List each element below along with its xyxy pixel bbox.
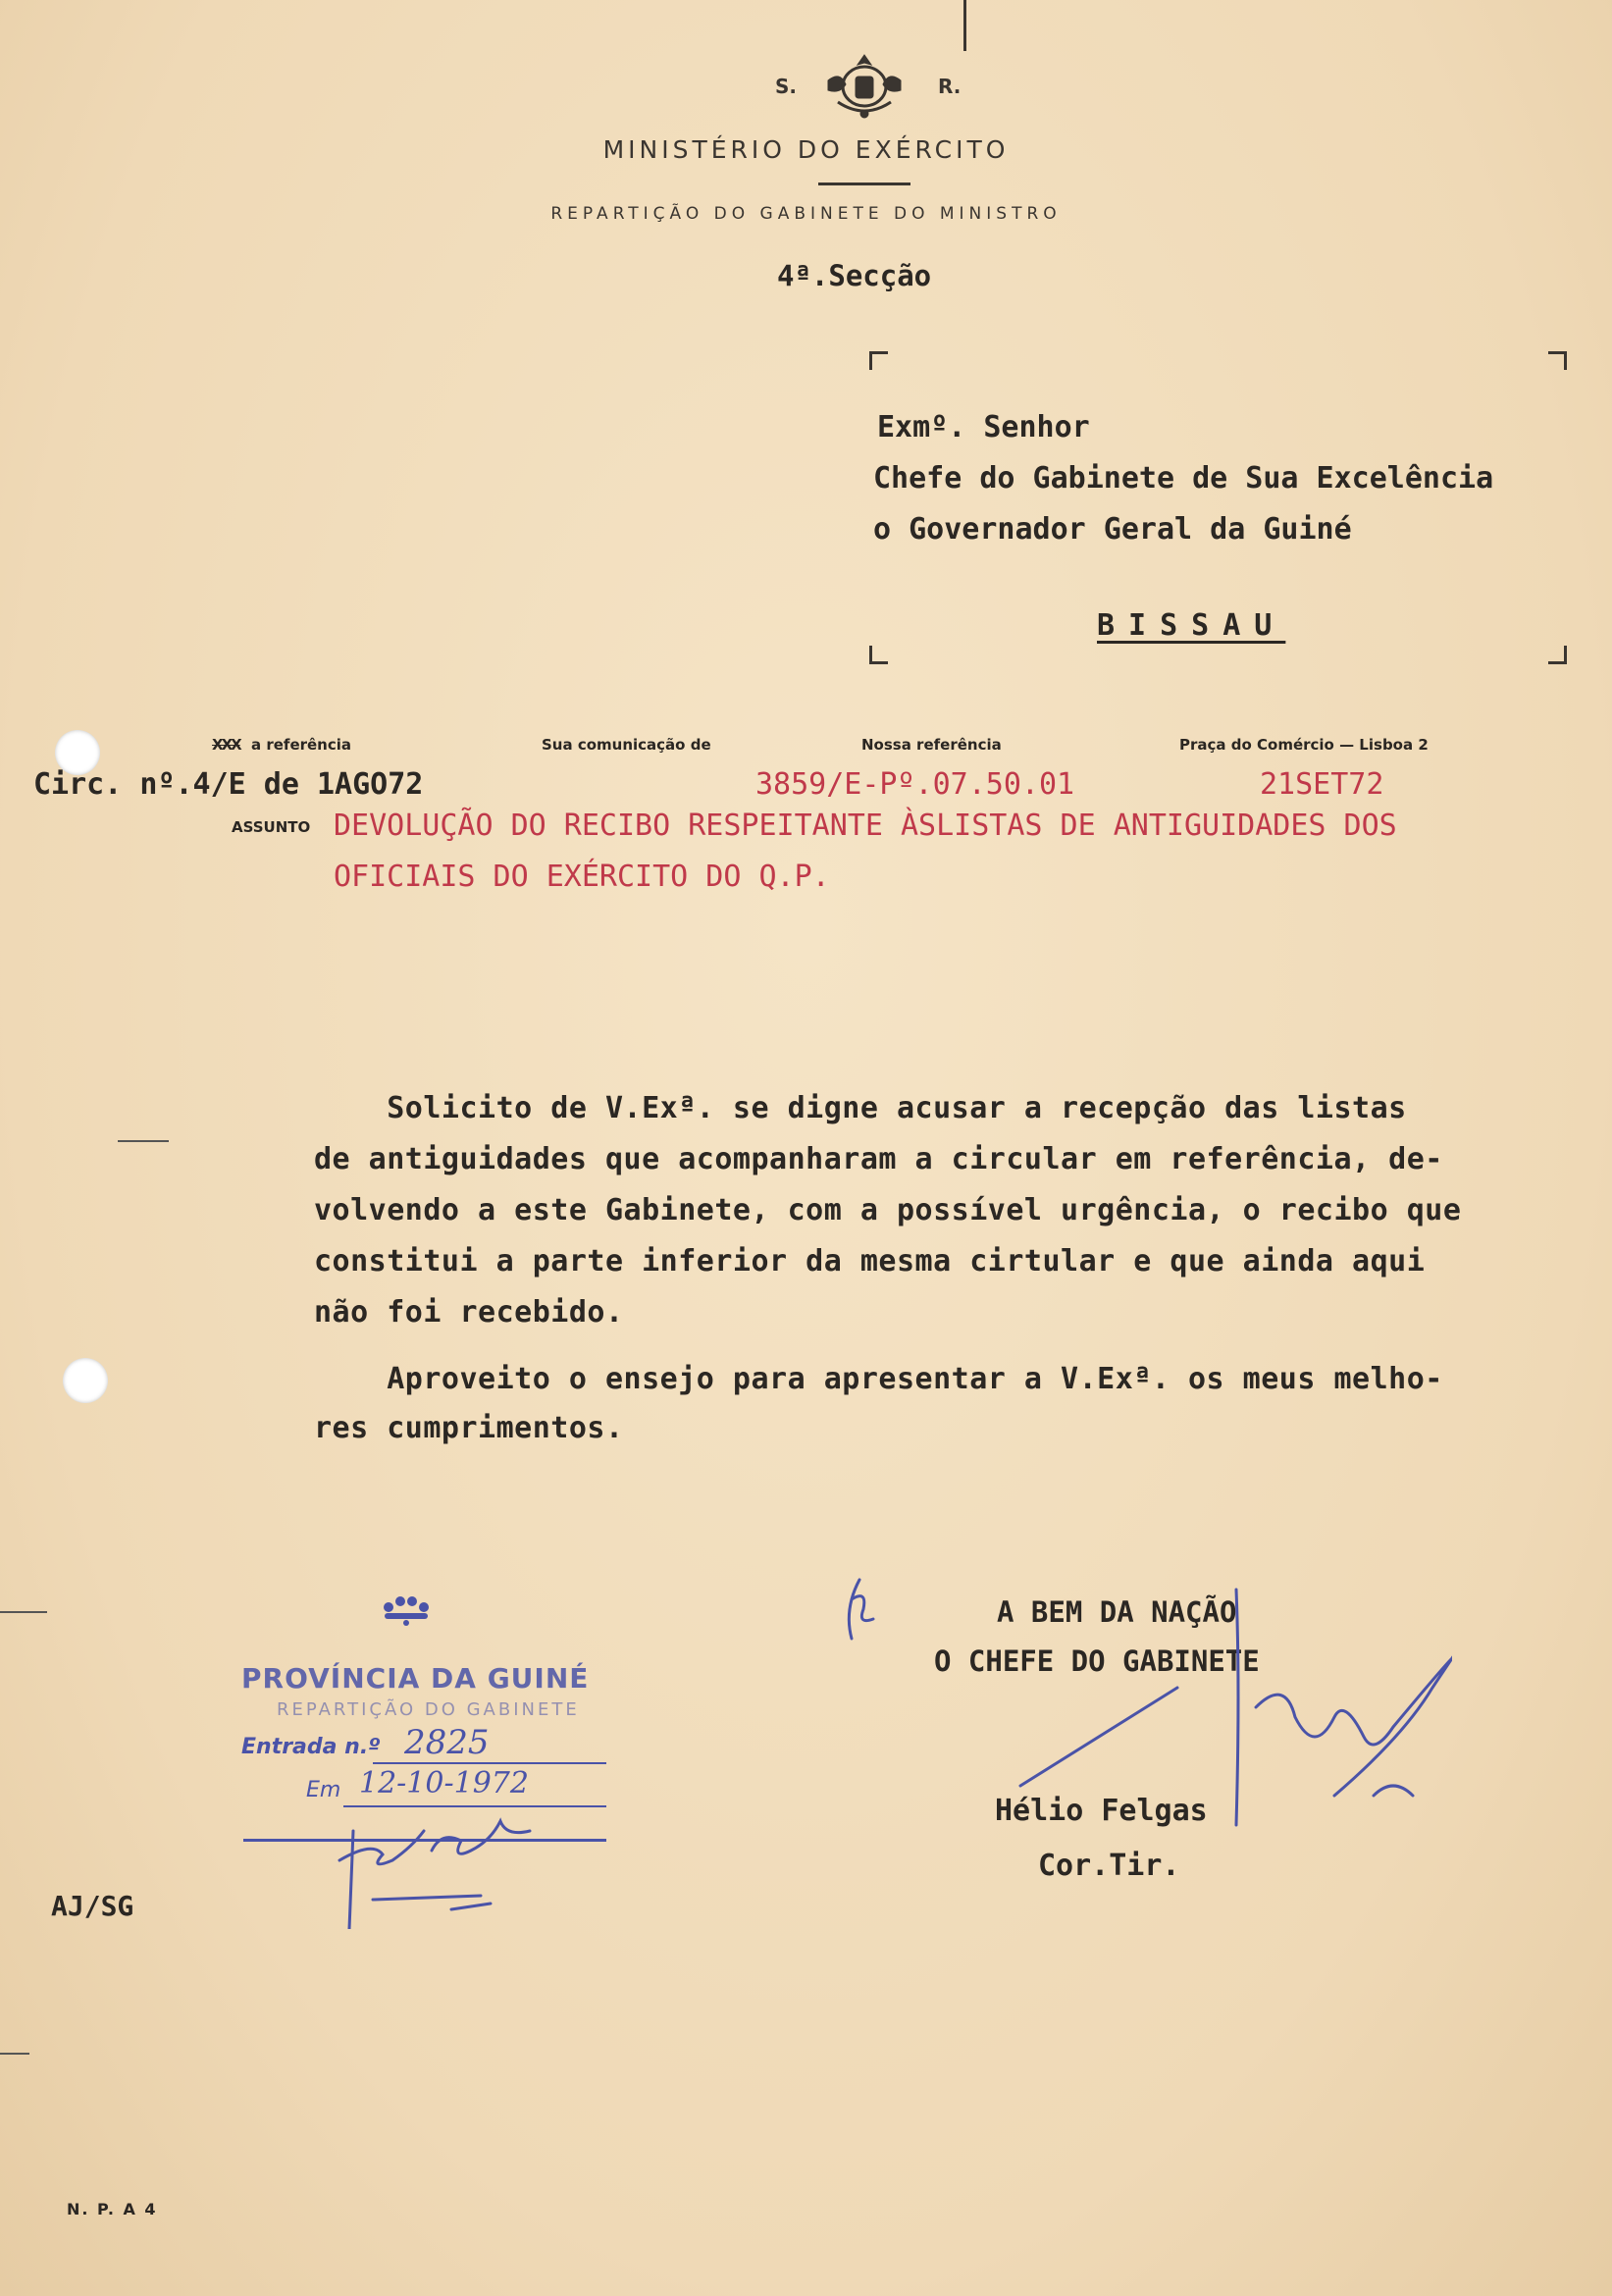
coat-of-arms-icon xyxy=(820,51,909,122)
punch-hole-bottom xyxy=(63,1358,108,1403)
stamp-handwritten-initials xyxy=(334,1811,589,1929)
date-value: 21SET72 xyxy=(1260,767,1384,802)
stamp-em-value: 12-10-1972 xyxy=(359,1766,529,1800)
stamp-em-line xyxy=(343,1805,606,1807)
fold-mark xyxy=(118,1140,169,1142)
body-paragraph-2-line: Aproveito o ensejo para apresentar a V.Exª. os meus melho- xyxy=(314,1362,1443,1396)
sr-right: R. xyxy=(938,75,962,98)
body-paragraph-1-line: de antiguidades que acompanharam a circular em referência, de- xyxy=(314,1142,1443,1176)
typist-initials: AJ/SG xyxy=(51,1890,134,1922)
address-corner-bottom-left xyxy=(869,646,888,664)
body-paragraph-1-line: constitui a parte inferior da mesma cirtular e que ainda aqui xyxy=(314,1244,1426,1278)
body-paragraph-1-line: volvendo a este Gabinete, com a possível urgência, o recibo que xyxy=(314,1193,1462,1227)
address-corner-bottom-right xyxy=(1548,646,1567,664)
closing-title: O CHEFE DO GABINETE xyxy=(934,1644,1260,1678)
stamp-department: REPARTIÇÃO DO GABINETE xyxy=(277,1699,580,1720)
address-label: Praça do Comércio — Lisboa 2 xyxy=(1179,736,1429,754)
signature xyxy=(824,1570,1452,1864)
stamp-em-label: Em xyxy=(306,1778,341,1802)
stamp-entrada-line xyxy=(373,1762,606,1764)
subject-line-2: OFICIAIS DO EXÉRCITO DO Q.P. xyxy=(334,860,830,894)
sua-referencia-value: Circ. nº.4/E de 1AGO72 xyxy=(33,767,424,802)
address-corner-top-right xyxy=(1548,351,1567,370)
sua-referencia-label: a referência xyxy=(251,736,352,754)
department-title: REPARTIÇÃO DO GABINETE DO MINISTRO xyxy=(550,204,1062,224)
subject-label: ASSUNTO xyxy=(232,818,311,836)
addressee-salutation: Exmº. Senhor xyxy=(877,410,1090,444)
nossa-referencia-label: Nossa referência xyxy=(861,736,1002,754)
stamp-entrada-label: Entrada n.º xyxy=(241,1735,381,1759)
closing-motto: A BEM DA NAÇÃO xyxy=(997,1595,1237,1629)
signatory-rank: Cor.Tir. xyxy=(1038,1849,1180,1883)
addressee-office: o Governador Geral da Guiné xyxy=(873,512,1352,547)
stamp-province: PROVÍNCIA DA GUINÉ xyxy=(241,1662,590,1695)
addressee-title: Chefe do Gabinete de Sua Excelência xyxy=(873,461,1494,496)
ministry-title: MINISTÉRIO DO EXÉRCITO xyxy=(602,135,1010,164)
subject-line-1: DEVOLUÇÃO DO RECIBO RESPEITANTE ÀSLISTAS DE ANTIGUIDADES DOS xyxy=(334,809,1397,843)
body-paragraph-1-line: Solicito de V.Exª. se digne acusar a recepção das listas xyxy=(314,1091,1407,1125)
fold-mark xyxy=(0,2053,29,2055)
letterhead-divider xyxy=(818,183,910,185)
sua-comunicacao-label: Sua comunicação de xyxy=(542,736,711,754)
sr-left: S. xyxy=(775,75,798,98)
body-paragraph-2-line: res cumprimentos. xyxy=(314,1411,624,1445)
body-paragraph-1-line: não foi recebido. xyxy=(314,1295,624,1330)
addressee-city: BISSAU xyxy=(1097,608,1286,643)
sua-referencia-struck: XXX xyxy=(212,736,240,754)
stamp-entrada-value: 2825 xyxy=(404,1723,490,1762)
stamp-crown-icon xyxy=(377,1590,436,1629)
section-label: 4ª.Secção xyxy=(777,259,932,292)
signatory-name: Hélio Felgas xyxy=(995,1794,1208,1828)
address-corner-top-left xyxy=(869,351,888,370)
top-edge-mark xyxy=(963,0,966,51)
paper-code: N. P. A 4 xyxy=(67,2200,158,2218)
nossa-referencia-value: 3859/E-Pº.07.50.01 xyxy=(755,767,1075,802)
fold-mark xyxy=(0,1611,47,1613)
